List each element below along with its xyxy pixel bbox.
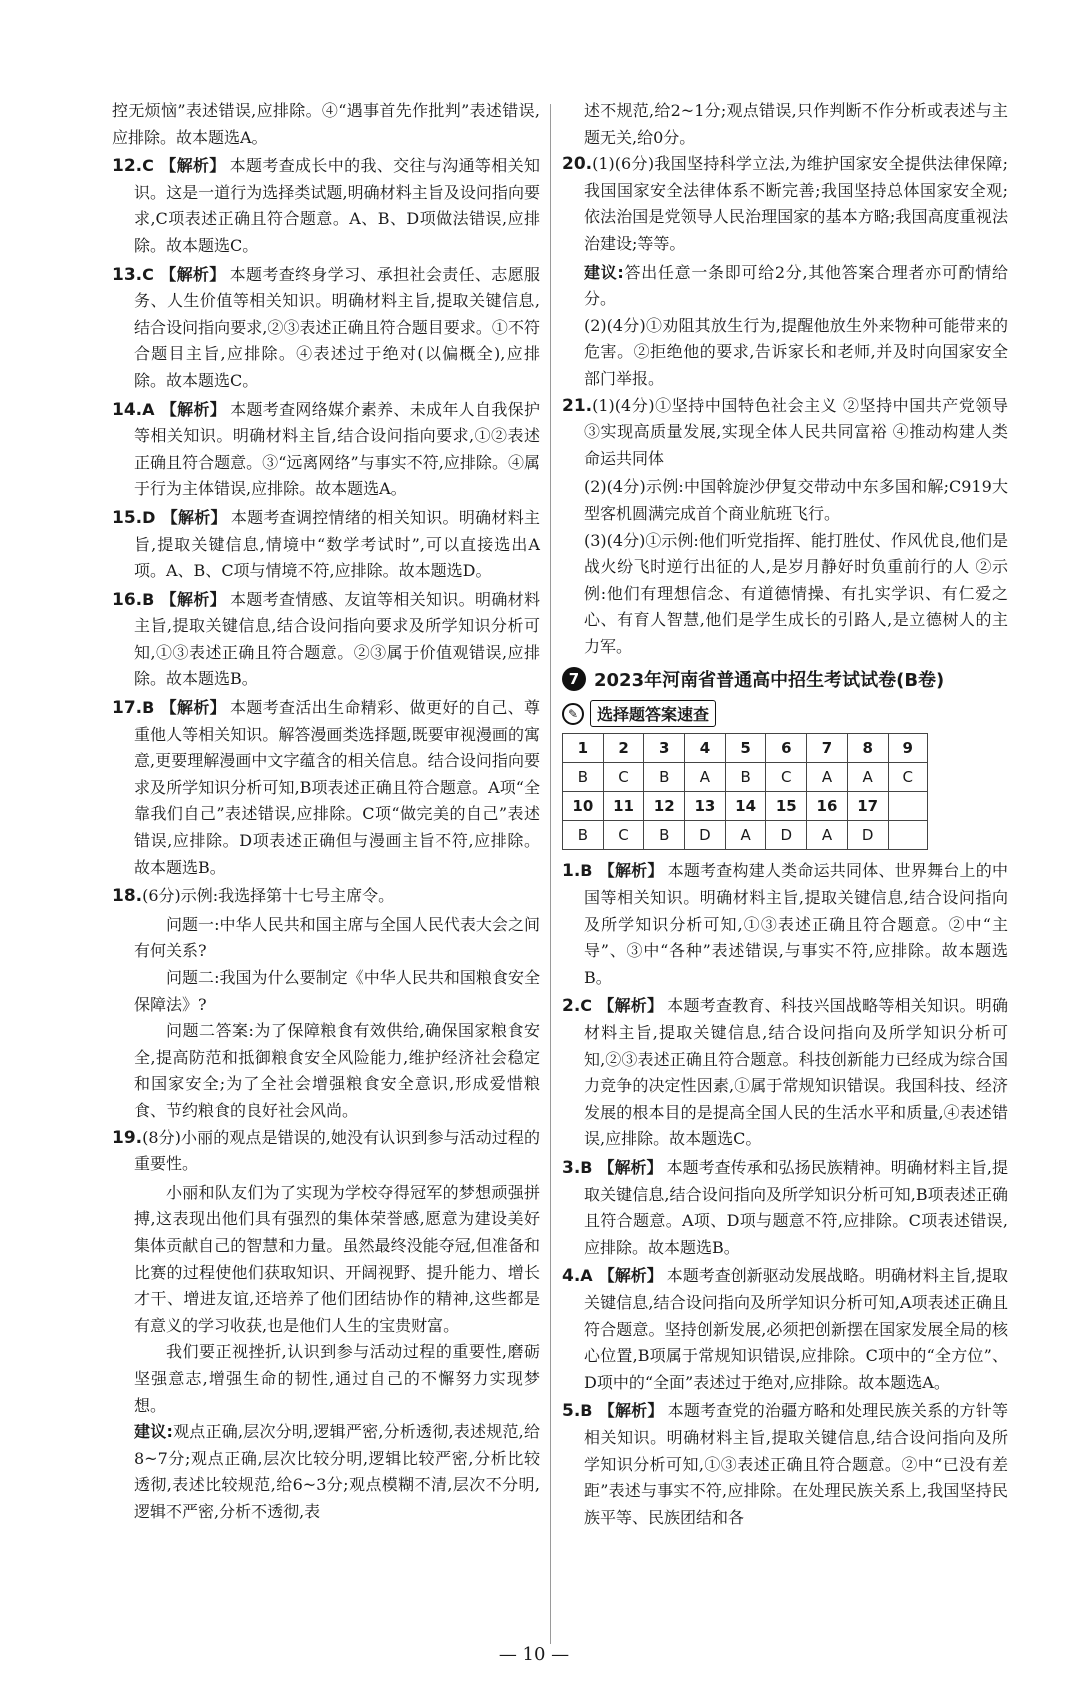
advice-label: 建议: (134, 1422, 173, 1442)
paragraph: 问题二:我国为什么要制定《中华人民共和国粮食安全保障法》? (134, 968, 540, 1014)
item-number: 14. (112, 399, 143, 420)
analysis-tag: 【解析】 (160, 698, 226, 718)
answer-21 (562, 393, 1008, 473)
answer-16 (112, 587, 540, 693)
table-cell: 7 (807, 734, 848, 763)
answer-18 (112, 883, 540, 910)
table-cell: D (847, 821, 888, 850)
analysis-tag: 【解析】 (159, 156, 226, 176)
item-number: 21. (562, 395, 593, 416)
table-cell: A (807, 821, 848, 850)
item-number: 1. (562, 861, 581, 882)
paragraph: (3)(4分)①示例:他们听党指挥、能打胜仗、作风优良,他们是战火纷飞时逆行出征的人,是岁月静好时负重前行的人 ②示例:他们有理想信念、有道德情操、有扎实学识、有仁爱之心、有育人智慧,他们是学生成长的引路人,是立德树人的主力军。 (584, 530, 1008, 656)
table-cell: 1 (563, 734, 604, 763)
table-cell: 14 (725, 792, 766, 821)
item-text: (1)(4分)①坚持中国特色社会主义 ②坚持中国共产党领导 ③实现高质量发展,实现全体人民共同富裕 ④推动构建人类命运共同体 (584, 395, 1008, 468)
answer-20 (562, 151, 1008, 257)
table-cell: 6 (766, 734, 807, 763)
table-cell: 11 (603, 792, 644, 821)
item-answer: A (580, 1266, 593, 1286)
table-cell: 2 (603, 734, 644, 763)
item-text: 本题考查传承和弘扬民族精神。明确材料主旨,提取关键信息,结合设问指向及所学知识分析可知,B项表述正确且符合题意。A项、D项与题意不符,应排除。C项表述错误,应排除。故本题选B。 (584, 1158, 1008, 1257)
answer-b4 (562, 1263, 1008, 1396)
table-row (563, 734, 928, 763)
analysis-tag: 【解析】 (598, 861, 664, 881)
table-cell: 8 (847, 734, 888, 763)
table-cell: 15 (766, 792, 807, 821)
answer-b5 (562, 1398, 1008, 1531)
paragraph: 问题一:中华人民共和国主席与全国人民代表大会之间有何关系? (134, 914, 540, 961)
answer-b2 (562, 993, 1008, 1153)
subsection-heading (562, 700, 1008, 727)
analysis-tag: 【解析】 (598, 1158, 663, 1177)
continued-text: 控无烦恼”表述错误,应排除。④“遇事首先作批判”表述错误,应排除。故本题选A。 (112, 101, 540, 147)
advice-text: 答出任意一条即可给2分,其他答案合理者亦可酌情给分。 (584, 262, 1008, 309)
item-number: 16. (112, 589, 143, 610)
table-cell: B (563, 763, 604, 792)
table-cell: 16 (807, 792, 848, 821)
item-text: 本题考查教育、科技兴国战略等相关知识。明确材料主旨,提取关键信息,结合设问指向及所学知识分析可知,②③表述正确且符合题意。科技创新能力已经成为综合国力竞争的决定性因素,①属于常规知识错误。我国科技、经济发展的根本目的是提高全国人民的生活水平和质量,④表述错误,应排除。故本题选C。 (584, 996, 1008, 1149)
paragraph: 我们要正视挫折,认识到参与活动过程的重要性,磨砺坚强意志,增强生命的韧性,通过自己的不懈努力实现梦想。 (134, 1342, 540, 1415)
table-cell: C (603, 821, 644, 850)
item-answer: B (142, 698, 155, 718)
item-answer: D (142, 507, 156, 527)
answer-b1 (562, 858, 1008, 991)
right-column (562, 98, 1008, 1533)
table-cell: 9 (888, 734, 928, 763)
item-answer: B (580, 1401, 593, 1421)
item-number: 17. (112, 698, 143, 719)
table-cell: B (644, 821, 685, 850)
item-number: 20. (562, 154, 593, 175)
table-cell: A (807, 763, 848, 792)
item-text: 本题考查活出生命精彩、做更好的自己、尊重他人等相关知识。解答漫画类选择题,既要审视漫画的寓意,更要理解漫画中文字蕴含的相关信息。结合设问指向要求及所学知识分析可知,B项表述正确且符合题意。A项“全靠我们自己”表述错误,应排除。C项“做完美的自己”表述错误,应排除。D项表述正确但与漫画主旨不符,应排除。故本题选B。 (134, 698, 540, 877)
answer-13 (112, 262, 540, 395)
analysis-tag: 【解析】 (598, 1266, 663, 1286)
item-text: 本题考查构建人类命运共同体、世界舞台上的中国等相关知识。明确材料主旨,提取关键信息,结合设问指向及所学知识分析可知,①③表述正确且符合题意。②中“主导”、③中“各种”表述错误,与事实不符,应排除。故本题选B。 (584, 861, 1008, 987)
answer-19 (112, 1125, 540, 1178)
analysis-tag: 【解析】 (598, 996, 664, 1016)
table-cell: D (685, 821, 726, 850)
table-row (563, 792, 928, 821)
table-cell: 3 (644, 734, 685, 763)
item-text: 本题考查情感、友谊等相关知识。明确材料主旨,提取关键信息,结合设问指向要求及所学知识分析可知,①③表述正确且符合题意。②③属于价值观错误,应排除。故本题选B。 (134, 589, 540, 689)
table-cell: 13 (685, 792, 726, 821)
table-cell: B (725, 763, 766, 792)
item-lead: (8分)小丽的观点是错误的,她没有认识到参与活动过程的重要性。 (134, 1127, 540, 1174)
item-answer: B (142, 589, 155, 609)
answer-12 (112, 153, 540, 259)
table-cell: D (766, 821, 807, 850)
analysis-tag: 【解析】 (160, 589, 226, 609)
table-cell: 10 (563, 792, 604, 821)
item-answer: C (580, 996, 593, 1016)
table-cell: B (563, 821, 604, 850)
item-number: 12. (112, 156, 143, 177)
item-answer: C (142, 264, 154, 284)
item-text: 本题考查调控情绪的相关知识。明确材料主旨,提取关键信息,情境中“数学考试时”,可以直接选出A项。A、B、C项与情境不符,应排除。故本题选D。 (134, 507, 540, 581)
advice (112, 1419, 540, 1525)
left-column (112, 98, 540, 1525)
advice (562, 260, 1008, 313)
table-cell: A (685, 763, 726, 792)
answer-17 (112, 695, 540, 881)
table-cell: 4 (685, 734, 726, 763)
paragraph: 小丽和队友们为了实现为学校夺得冠军的梦想顽强拼搏,这表现出他们具有强烈的集体荣誉感,愿意为建设美好集体贡献自己的智慧和力量。虽然最终没能夺冠,但准备和比赛的过程使他们获取知识、开阔视野、提升能力、增长才干、增进友谊,还培养了他们团结协作的精神,这些都是有意义的学习收获,也是他们人生的宝贵财富。 (134, 1182, 540, 1335)
paragraph: (2)(4分)示例:中国斡旋沙伊复交带动中东多国和解;C919大型客机圆满完成首个商业航班飞行。 (584, 477, 1008, 523)
table-cell: 5 (725, 734, 766, 763)
answer-15 (112, 505, 540, 585)
table-cell: C (766, 763, 807, 792)
subsection-title: 选择题答案速查 (590, 700, 716, 727)
table-cell: 12 (644, 792, 685, 821)
answer-14 (112, 397, 540, 503)
item-number: 15. (112, 507, 143, 528)
analysis-tag: 【解析】 (160, 399, 227, 419)
item-number: 13. (112, 264, 143, 285)
table-cell: C (888, 763, 928, 792)
continued-text: 述不规范,给2~1分;观点错误,只作判断不作分析或表述与主题无关,给0分。 (584, 101, 1008, 147)
column-divider (550, 104, 551, 1644)
item-number: 3. (562, 1158, 581, 1178)
table-cell: 17 (847, 792, 888, 821)
analysis-tag: 【解析】 (161, 507, 227, 527)
answer-b3 (562, 1155, 1008, 1261)
item-answer: B (580, 1158, 593, 1177)
item-lead: (6分)示例:我选择第十七号主席令。 (142, 886, 395, 906)
table-cell: B (644, 763, 685, 792)
section-title: 2023年河南省普通高中招生考试试卷(B卷) (594, 670, 945, 692)
table-cell: C (603, 763, 644, 792)
table-row (563, 821, 928, 850)
advice-text: 观点正确,层次分明,逻辑严密,分析透彻,表述规范,给8~7分;观点正确,层次比较分明,逻辑比较严密,分析比较透彻,表述比较规范,给6~3分;观点模糊不清,层次不分明,逻辑不严密,分析不透彻,表 (134, 1422, 540, 1521)
table-cell: A (847, 763, 888, 792)
item-text: (1)(6分)我国坚持科学立法,为维护国家安全提供法律保障;我国国家安全法律体系不断完善;我国坚持总体国家安全观;依法治国是党领导人民治理国家的基本方略;我国高度重视法治建设;等等。 (584, 154, 1008, 253)
paragraph: (2)(4分)①劝阻其放生行为,提醒他放生外来物种可能带来的危害。②拒绝他的要求,告诉家长和老师,并及时向国家安全部门举报。 (584, 315, 1008, 388)
item-text: 本题考查终身学习、承担社会责任、志愿服务、人生价值等相关知识。明确材料主旨,提取关键信息,结合设问指向要求,②③表述正确且符合题目要求。①不符合题目主旨,应排除。④表述过于绝对(以偏概全),应排除。故本题选C。 (134, 264, 540, 390)
item-text: 本题考查党的治疆方略和处理民族关系的方针等相关知识。明确材料主旨,提取关键信息,结合设问指向及所学知识分析可知,①③表述正确且符合题意。②中“已没有差距”表述与事实不符,应排除。在处理民族关系上,我国坚持民族平等、民族团结和各 (584, 1401, 1008, 1527)
page-number: — 10 — (498, 1644, 570, 1665)
item-number: 2. (562, 996, 581, 1017)
item-text: 本题考查创新驱动发展战略。明确材料主旨,提取关键信息,结合设问指向及所学知识分析可知,A项表述正确且符合题意。坚持创新发展,必须把创新摆在国家发展全局的核心位置,B项属于常规知识错误,应排除。C项中的“全方位”、D项中的“全面”表述过于绝对,应排除。故本题选A。 (584, 1266, 1008, 1392)
item-number: 19. (112, 1127, 143, 1148)
table-cell (888, 792, 928, 821)
item-text: 本题考查成长中的我、交往与沟通等相关知识。这是一道行为选择类试题,明确材料主旨及设问指向要求,C项表述正确且符合题意。A、B、D项做法错误,应排除。故本题选C。 (134, 156, 540, 255)
paragraph: 问题二答案:为了保障粮食有效供给,确保国家粮食安全,提高防范和抵御粮食安全风险能力,维护经济社会稳定和国家安全;为了全社会增强粮食安全意识,形成爱惜粮食、节约粮食的良好社会风尚。 (134, 1021, 540, 1120)
table-row (563, 763, 928, 792)
item-number: 4. (562, 1266, 581, 1287)
advice-label: 建议: (584, 262, 624, 282)
table-cell: A (725, 821, 766, 850)
item-answer: C (142, 156, 154, 176)
pencil-icon: ✎ (562, 703, 584, 725)
section-heading (562, 666, 1008, 692)
analysis-tag: 【解析】 (598, 1401, 664, 1421)
item-text: 本题考查网络媒介素养、未成年人自我保护等相关知识。明确材料主旨,结合设问指向要求,①②表述正确且符合题意。③“远离网络”与事实不符,应排除。④属于行为主体错误,应排除。故本题选A。 (134, 399, 540, 499)
answer-table (562, 733, 928, 850)
analysis-tag: 【解析】 (159, 264, 226, 284)
section-number-badge: 7 (562, 667, 586, 691)
item-answer: A (142, 399, 155, 419)
item-number: 5. (562, 1401, 581, 1422)
item-number: 18. (112, 886, 143, 907)
table-cell (888, 821, 928, 850)
item-answer: B (580, 861, 593, 881)
